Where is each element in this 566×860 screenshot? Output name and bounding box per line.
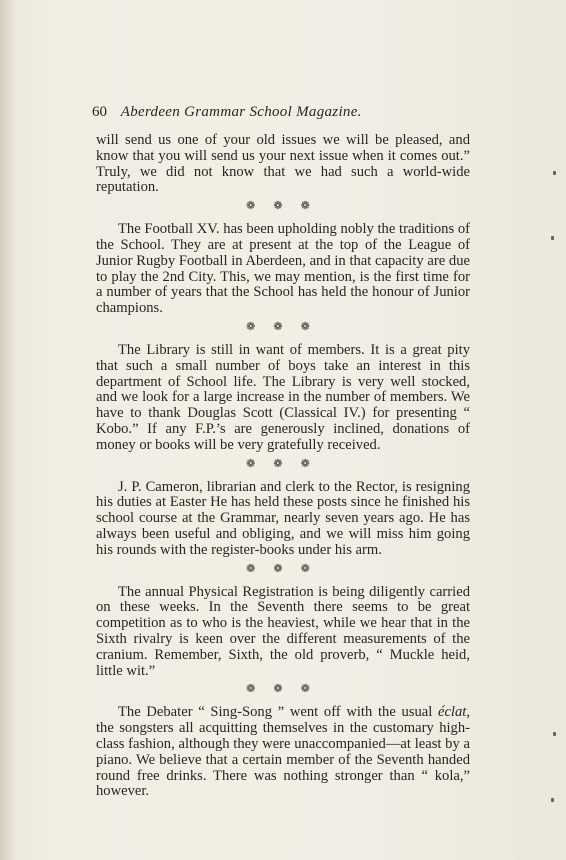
section-separator	[96, 458, 470, 470]
flower-ornament-icon: ❁	[246, 320, 266, 333]
paragraph-library: The Library is still in want of members. It is a great pity that such a small number of boys take an interest in this department of School life. The Library is very well stocked, and we look for a large increase in the number of members. We have to thank Douglas Scott (Classical IV.) for presenting “ Kobo.” If any F.P.’s are generously inclined, donations of money or books will be very gratefully received.	[96, 341, 470, 453]
flower-ornament-icon: ❁	[300, 562, 320, 575]
paragraph-librarian: J. P. Cameron, librarian and clerk to the Rector, is resigning his duties at Easter He has held these posts since he finished his school course at the Grammar, nearly seven years ago. He has always been useful and obliging, and we will miss him going his rounds with the register-books under his arm.	[96, 478, 470, 558]
flower-ornament-icon: ❁	[246, 683, 266, 696]
flower-ornament-icon: ❁	[246, 457, 266, 470]
paper-speck	[553, 171, 556, 175]
eclat-italic: éclat	[437, 704, 467, 721]
flower-ornament-icon: ❁	[300, 683, 320, 696]
section-separator	[96, 563, 470, 575]
page-number: 60	[92, 104, 107, 120]
flower-ornament-icon: ❁	[273, 320, 293, 333]
flower-ornament-icon: ❁	[300, 200, 320, 213]
flower-ornament-icon: ❁	[273, 562, 293, 575]
paper-speck	[551, 798, 554, 802]
flower-ornament-icon: ❁	[246, 200, 266, 213]
flower-ornament-icon: ❁	[300, 457, 320, 470]
running-header	[92, 103, 482, 121]
paper-speck	[551, 236, 554, 240]
section-separator	[96, 683, 470, 695]
paragraph-sing-song	[96, 705, 470, 800]
magazine-title: Aberdeen Grammar School Magazine.	[120, 104, 362, 120]
section-separator	[96, 200, 470, 212]
paper-speck	[553, 732, 556, 736]
section-separator	[96, 321, 470, 333]
flower-ornament-icon: ❁	[300, 320, 320, 333]
page-spine-shadow	[0, 0, 14, 860]
sing-song-text-start: The Debater “ Sing-Song ” went off with the usual	[118, 704, 438, 721]
article-body	[96, 133, 470, 800]
flower-ornament-icon: ❁	[246, 562, 266, 575]
paragraph-reputation: will send us one of your old issues we will be pleased, and know that you will send us your next issue when it comes out.” Truly, we did not know that we had such a world-wide reputation.	[96, 132, 470, 196]
paragraph-physical-registration: The annual Physical Registration is being diligently carried on these weeks. In the Seventh there seems to be great competition as to who is the heaviest, while we hear that in the Sixth rivalry is keen over the different measurements of the cranium. Remember, Sixth, the old proverb, “ Muckle heid, little wit.”	[96, 583, 470, 679]
sing-song-text-end: , the songsters all acquitting themselves in the customary high-class fashion, although they were unaccompanied—at least by a piano. We believe that a certain member of the Seventh handed round free drinks. There was nothing stronger than “ kola,” however.	[96, 704, 470, 800]
paragraph-football: The Football XV. has been upholding nobly the traditions of the School. They are at present at the top of the League of Junior Rugby Football in Aberdeen, and in that capacity are due to play the 2nd City. This, we may mention, is the first time for a number of years that the School has held the honour of Junior champions.	[96, 221, 470, 317]
flower-ornament-icon: ❁	[273, 200, 293, 213]
flower-ornament-icon: ❁	[273, 457, 293, 470]
flower-ornament-icon: ❁	[273, 683, 293, 696]
